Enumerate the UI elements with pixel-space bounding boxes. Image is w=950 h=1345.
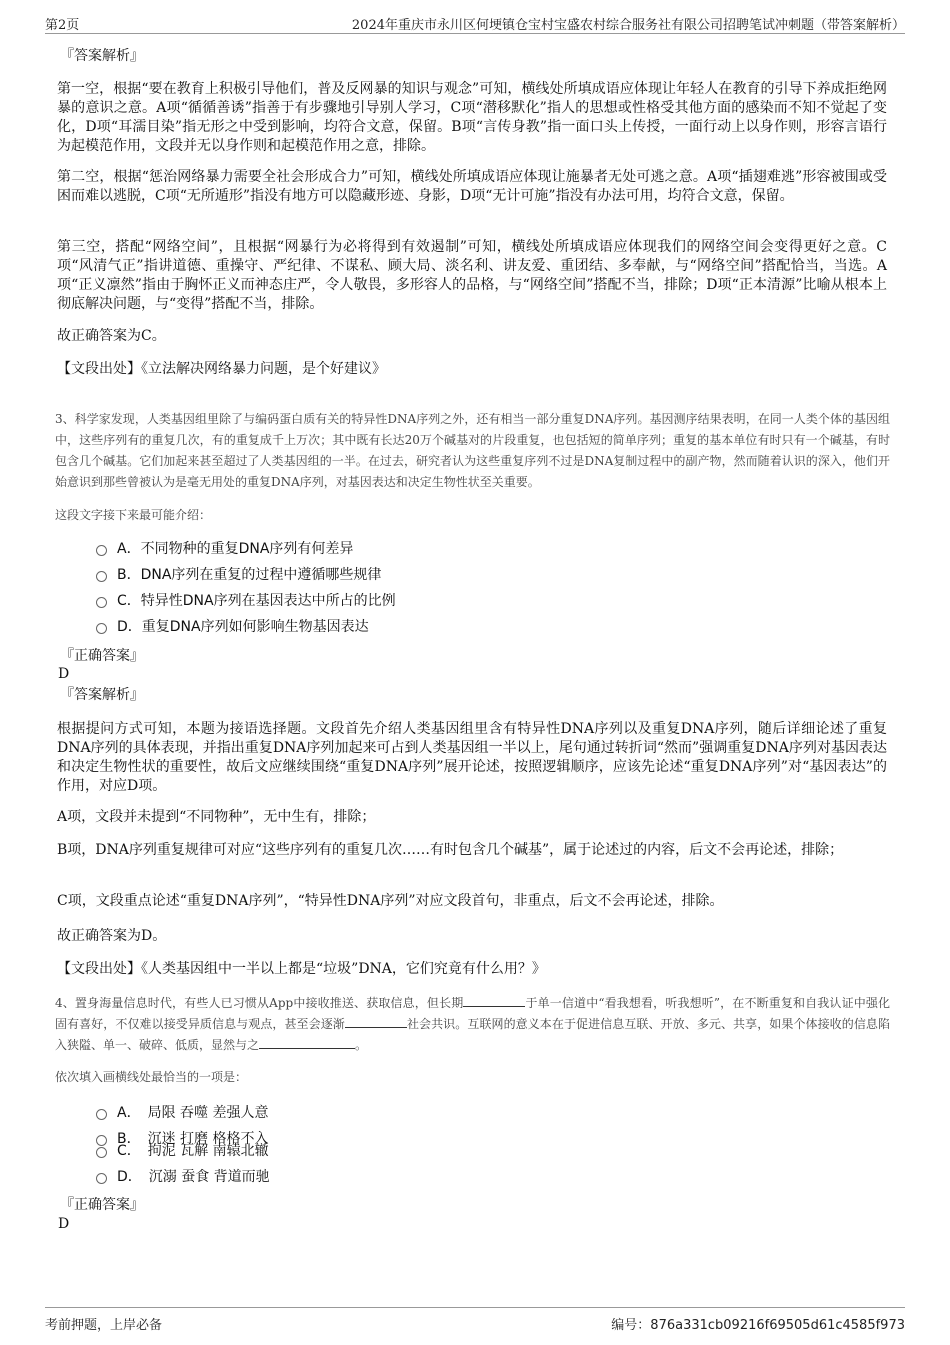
question-text-part: 4、置身海量信息时代，有些人已习惯从App中接收推送、获取信息，但长期 bbox=[55, 996, 464, 1010]
option-label: A．不同物种的重复DNA序列有何差异 bbox=[117, 541, 354, 557]
option-c[interactable] bbox=[96, 590, 396, 612]
document-serial: 编号：876a331cb09216f69505d61c4585f973 bbox=[611, 1318, 905, 1333]
radio-icon[interactable] bbox=[96, 1173, 107, 1184]
analysis-paragraph: 第二空，根据“惩治网络暴力需要全社会形成合力”可知，横线处所填成语应体现让施暴者无处可逃之意。A项“插翅难逃”形容被围或受困而难以逃脱，C项“无所遁形”指没有地方可以隐藏形迹、身影，D项“无计可施”指没有办法可用，均符合文意，保留。 bbox=[57, 169, 887, 204]
answer-analysis-label: 『答案解析』 bbox=[60, 687, 144, 703]
option-label: B．DNA序列在重复的过程中遵循哪些规律 bbox=[117, 567, 382, 583]
page-header bbox=[45, 11, 905, 34]
option-b[interactable] bbox=[96, 564, 381, 586]
radio-icon[interactable] bbox=[96, 545, 107, 556]
radio-icon[interactable] bbox=[96, 1147, 107, 1158]
analysis-paragraph: 第一空，根据“要在教育上积极引导他们，普及反网暴的知识与观念”可知，横线处所填成语应体现让年轻人在教育的引导下养成拒绝网暴的意识之意。A项“循循善诱”指善于有步骤地引导别人学习，C项“潜移默化”指人的思想或性格受其他方面的感染而不知不觉起了变化，D项“耳濡目染”指无形之中受到影响，均符合文意，保留。B项“言传身教”指一面口头上传授，一面行动上以身作则，形容言语行为起模范作用，文段并无以身作则和起模范作用之意，排除。 bbox=[57, 81, 887, 154]
option-a[interactable] bbox=[96, 538, 353, 560]
analysis-paragraph: C项，文段重点论述“重复DNA序列”，“特异性DNA序列”对应文段首句，非重点，后文不会再论述，排除。 bbox=[57, 893, 724, 909]
source-citation: 【文段出处】《立法解决网络暴力问题，是个好建议》 bbox=[57, 361, 386, 377]
correct-answer: D bbox=[58, 666, 70, 682]
radio-icon[interactable] bbox=[96, 623, 107, 634]
option-label: C． 拘泥 瓦解 南辕北辙 bbox=[117, 1143, 269, 1159]
fill-blank bbox=[345, 1014, 407, 1028]
answer-analysis-label: 『答案解析』 bbox=[60, 48, 144, 64]
correct-answer: D bbox=[58, 1216, 70, 1232]
footer-slogan: 考前押题，上岸必备 bbox=[45, 1318, 163, 1333]
option-label: B． 沉迷 打磨 格格不入 bbox=[117, 1131, 269, 1147]
correct-answer-label: 『正确答案』 bbox=[60, 648, 144, 664]
analysis-paragraph: A项，文段并未提到“不同物种”，无中生有，排除； bbox=[57, 809, 376, 825]
radio-icon[interactable] bbox=[96, 597, 107, 608]
correct-answer-label: 『正确答案』 bbox=[60, 1197, 144, 1213]
option-a[interactable] bbox=[96, 1102, 268, 1124]
option-c[interactable] bbox=[96, 1140, 269, 1162]
analysis-paragraph: 故正确答案为C。 bbox=[57, 328, 166, 344]
page-number: 第2页 bbox=[45, 18, 80, 33]
option-label: C．特异性DNA序列在基因表达中所占的比例 bbox=[117, 593, 396, 609]
analysis-paragraph: B项，DNA序列重复规律可对应“这些序列有的重复几次……有时包含几个碱基”，属于论述过的内容，后文不会再论述，排除； bbox=[57, 842, 844, 858]
option-d[interactable] bbox=[96, 616, 369, 638]
question-text-part: 于单一信道中“看我想看，听我想听”，在不断重复和自我认证中强化固有喜好，不仅难以接受异质信息与观点，甚至会逐渐 bbox=[55, 996, 890, 1031]
question-prompt: 依次填入画横线处最恰当的一项是： bbox=[55, 1070, 248, 1084]
page-footer bbox=[45, 1307, 905, 1336]
option-label: D．重复DNA序列如何影响生物基因表达 bbox=[117, 619, 369, 635]
source-citation: 【文段出处】《人类基因组中一半以上都是“垃圾”DNA，它们究竟有什么用？》 bbox=[57, 961, 546, 977]
question-text bbox=[55, 993, 890, 1056]
fill-blank bbox=[259, 1035, 355, 1049]
analysis-paragraph: 故正确答案为D。 bbox=[57, 928, 167, 944]
question-text-part: 。 bbox=[355, 1038, 368, 1052]
analysis-paragraph: 根据提问方式可知，本题为接语选择题。文段首先介绍人类基因组里含有特异性DNA序列以及重复DNA序列，随后详细论述了重复DNA序列的具体表现，并指出重复DNA序列加起来可占到人类基因组一半以上，尾句通过转折词“然而”强调重复DNA序列对基因表达和决定生物性状的重要性，故后文应继续围绕“重复DNA序列”展开论述，按照逻辑顺序，应该先论述“重复DNA序列”对“基因表达”的作用，对应D项。 bbox=[57, 721, 887, 794]
question-text: 3、科学家发现，人类基因组里除了与编码蛋白质有关的特异性DNA序列之外，还有相当一部分重复DNA序列。基因测序结果表明，在同一人类个体的基因组中，这些序列有的重复几次，有的重复成千上万次；其中既有长达20万个碱基对的片段重复，也包括短的简单序列；重复的基本单位有时只有一个碱基，有时包含几个碱基。它们加起来甚至超过了人类基因组的一半。在过去，研究者认为这些重复序列不过是DNA复制过程中的副产物，然而随着认识的深入，他们开始意识到那些曾被认为是毫无用处的重复DNA序列，对基因表达和决定生物性状至关重要。 bbox=[55, 412, 890, 489]
question-prompt: 这段文字接下来最可能介绍： bbox=[55, 508, 212, 522]
radio-icon[interactable] bbox=[96, 571, 107, 582]
analysis-paragraph: 第三空，搭配“网络空间”，且根据“网暴行为必将得到有效遏制”可知，横线处所填成语应体现我们的网络空间会变得更好之意。C项“风清气正”指讲道德、重操守、严纪律、不谋私、顾大局、淡名利、讲友爱、重团结、多奉献，与“网络空间”搭配恰当，当选。A项“正义凛然”指由于胸怀正义而神态庄严，令人敬畏，多形容人的品格，与“网络空间”搭配不当，排除；D项“正本清源”比喻从根本上彻底解决问题，与“变得”搭配不当，排除。 bbox=[57, 239, 887, 312]
fill-blank bbox=[463, 993, 525, 1007]
radio-icon[interactable] bbox=[96, 1109, 107, 1120]
option-d[interactable] bbox=[96, 1166, 270, 1188]
question-text-part: 社会共识。互联网的意义本在于促进信息互联、开放、多元、共享，如果个体接收的信息陷入狭隘、单一、破碎、低质，显然与之 bbox=[55, 1017, 890, 1052]
option-label: A． 局限 吞噬 差强人意 bbox=[117, 1105, 269, 1121]
option-label: D． 沉溺 蚕食 背道而驰 bbox=[117, 1169, 270, 1185]
document-title: 2024年重庆市永川区何埂镇仓宝村宝盛农村综合服务社有限公司招聘笔试冲刺题（带答案解析） bbox=[351, 18, 905, 33]
